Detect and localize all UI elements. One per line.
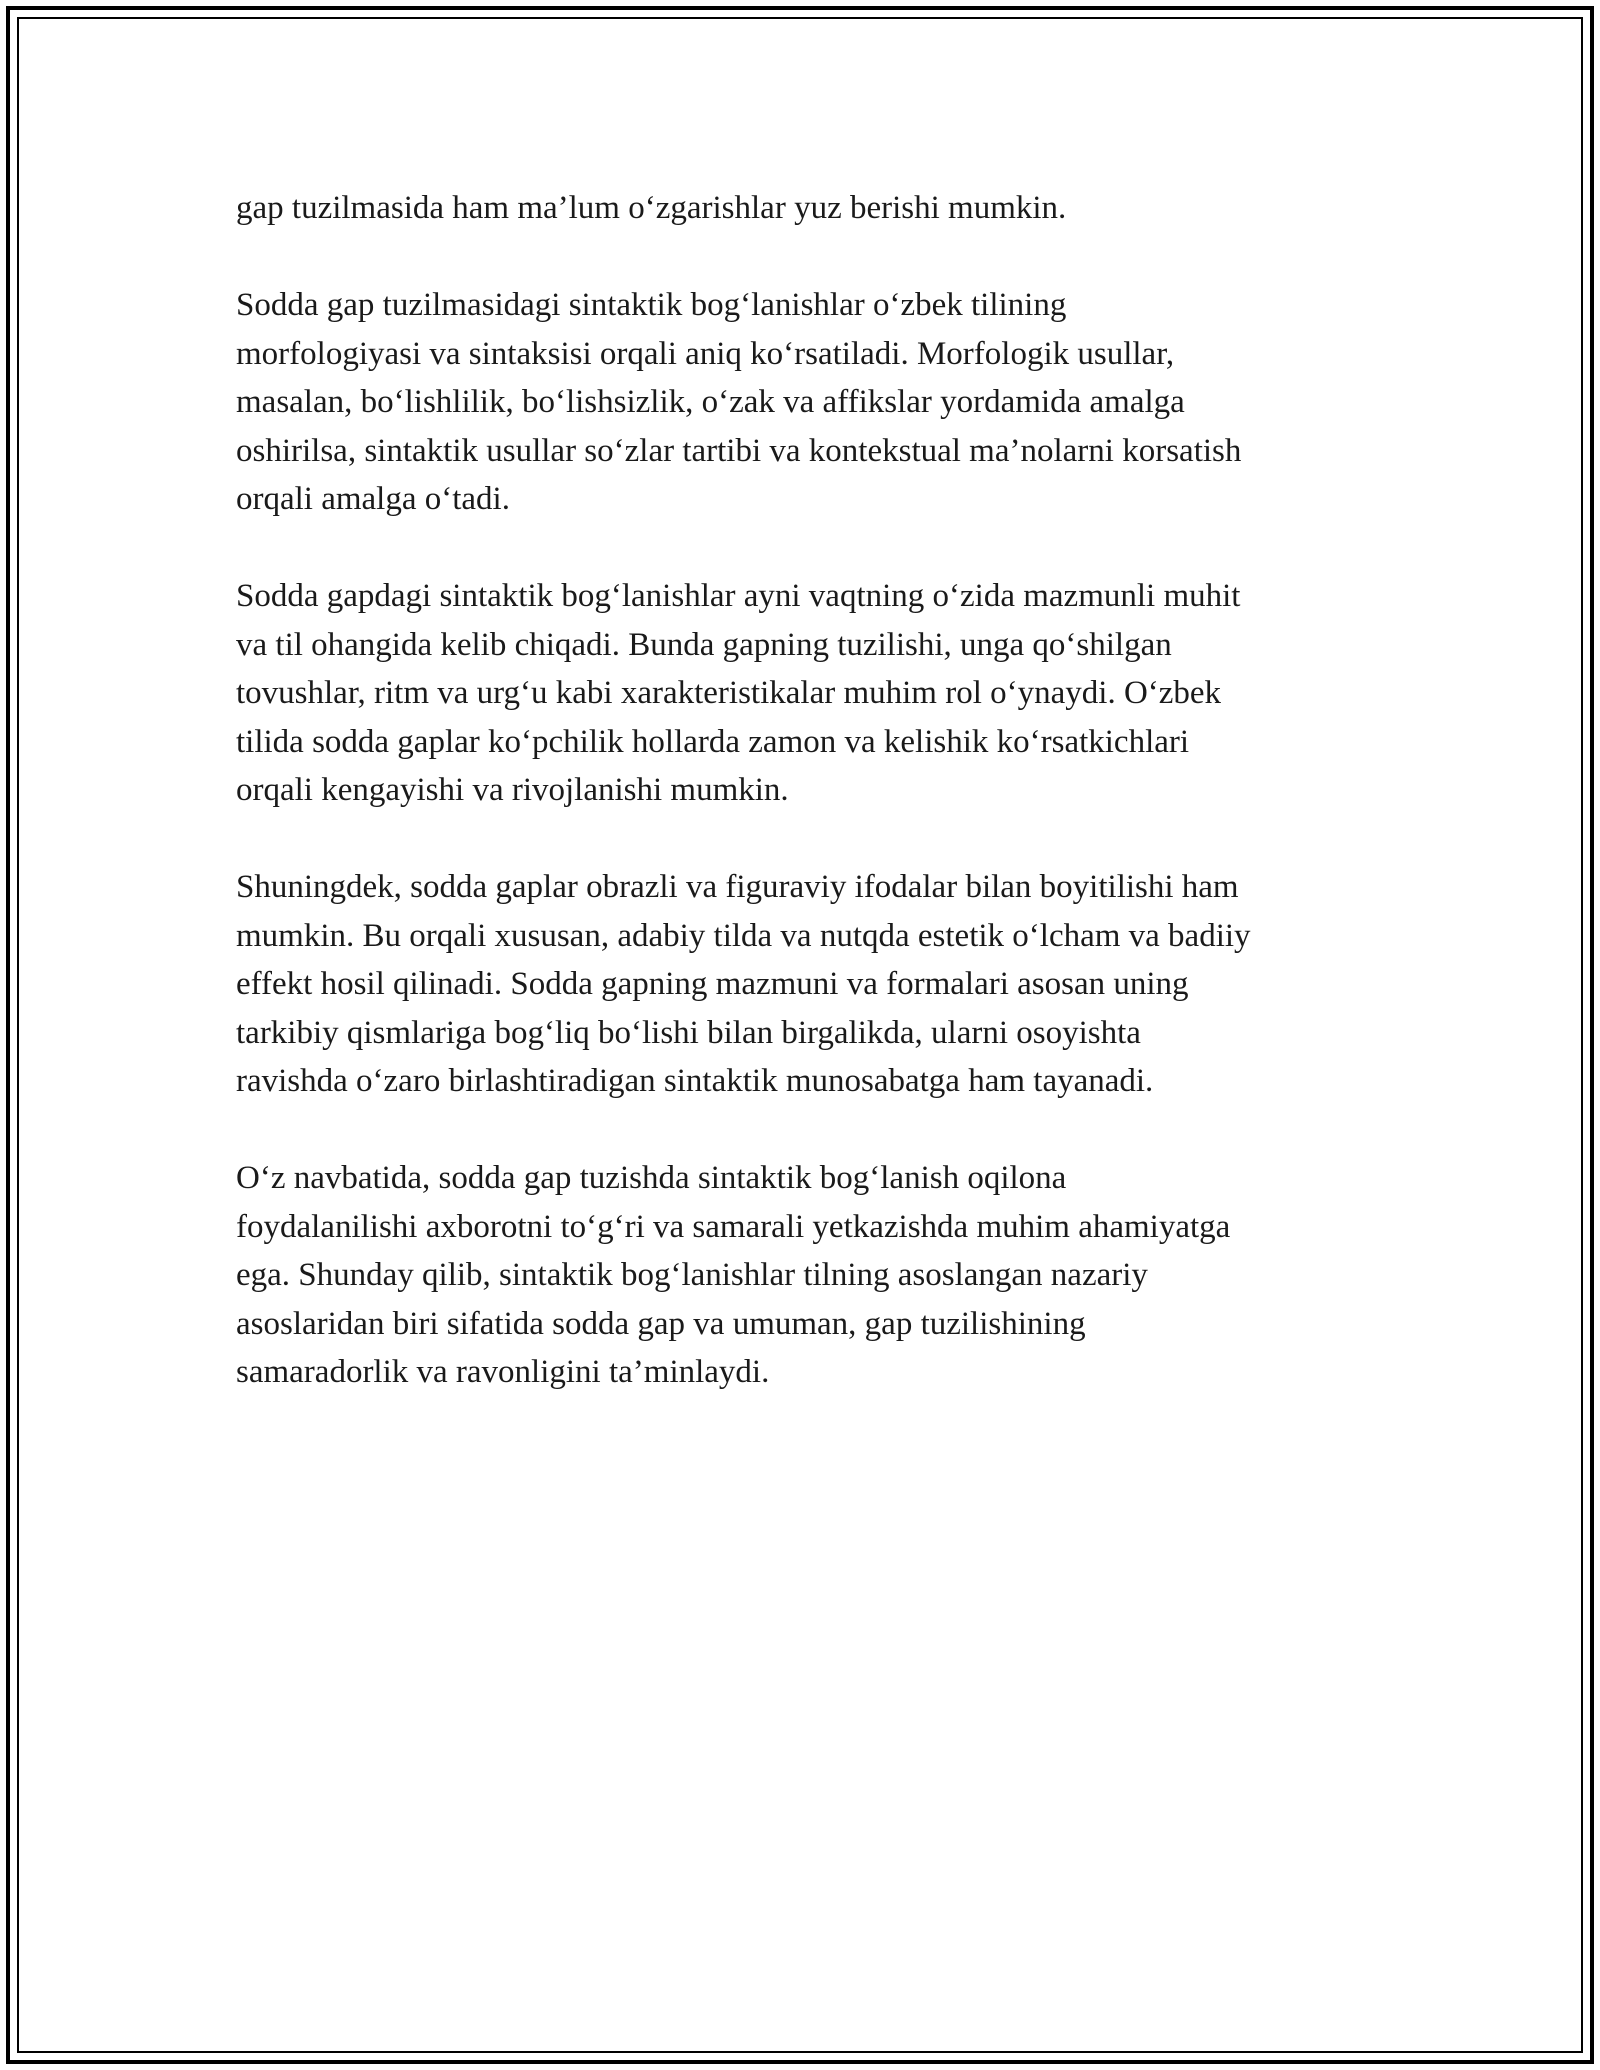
- text-line: asoslaridan biri sifatida sodda gap va umuman, gap tuzilishining: [236, 1305, 1086, 1342]
- text-line: orqali kengayishi va rivojlanishi mumkin.: [236, 772, 789, 808]
- text-line: oshirilsa, sintaktik usullar so‘zlar tartibi va kontekstual ma’nolarni korsatish: [236, 432, 1242, 469]
- text-line: O‘z navbatida, sodda gap tuzishda sintaktik bog‘lanish oqilona: [236, 1160, 1067, 1196]
- text-line: Sodda gapdagi sintaktik bog‘lanishlar ayni vaqtning o‘zida mazmunli muhit: [236, 578, 1241, 614]
- text-line: ega. Shunday qilib, sintaktik bog‘lanishlar tilning asoslangan nazariy: [236, 1257, 1148, 1293]
- text-line: va til ohangida kelib chiqadi. Bunda gapning tuzilishi, unga qo‘shilgan: [236, 626, 1172, 663]
- text-line: effekt hosil qilinadi. Sodda gapning mazmuni va formalari asosan uning: [236, 966, 1189, 1002]
- text-line: ravishda o‘zaro birlashtiradigan sintaktik munosabatga ham tayanadi.: [236, 1063, 1154, 1099]
- text-line: gap tuzilmasida ham ma’lum o‘zgarishlar yuz berishi mumkin.: [236, 190, 1067, 226]
- text-line: samaradorlik va ravonligini ta’minlaydi.: [236, 1354, 770, 1390]
- text-line: morfologiyasi va sintaksisi orqali aniq ko‘rsatiladi. Morfologik usullar,: [236, 335, 1175, 372]
- text-line: tarkibiy qismlariga bog‘liq bo‘lishi bilan birgalikda, ularni osoyishta: [236, 1014, 1141, 1051]
- text-line: tovushlar, ritm va urg‘u kabi xarakteristikalar muhim rol o‘ynaydi. O‘zbek: [236, 675, 1222, 711]
- text-line: Shuningdek, sodda gaplar obrazli va figuraviy ifodalar bilan boyitilishi ham: [236, 869, 1239, 905]
- text-line: orqali amalga o‘tadi.: [236, 481, 510, 517]
- document-body: [236, 184, 1376, 1445]
- text-line: tilida sodda gaplar ko‘pchilik hollarda zamon va kelishik ko‘rsatkichlari: [236, 723, 1190, 760]
- text-line: foydalanilishi axborotni to‘g‘ri va samarali yetkazishda muhim ahamiyatga: [236, 1208, 1231, 1245]
- paragraph-2: [236, 281, 1376, 524]
- text-line: Sodda gap tuzilmasidagi sintaktik bog‘lanishlar o‘zbek tilining: [236, 287, 1067, 323]
- paragraph-3: [236, 572, 1376, 815]
- text-line: mumkin. Bu orqali xususan, adabiy tilda va nutqda estetik o‘lcham va badiiy: [236, 917, 1251, 954]
- paragraph-1: [236, 184, 1376, 233]
- paragraph-5: [236, 1154, 1376, 1397]
- paragraph-4: [236, 863, 1376, 1106]
- text-line: masalan, bo‘lishlilik, bo‘lishsizlik, o‘zak va affikslar yordamida amalga: [236, 384, 1185, 420]
